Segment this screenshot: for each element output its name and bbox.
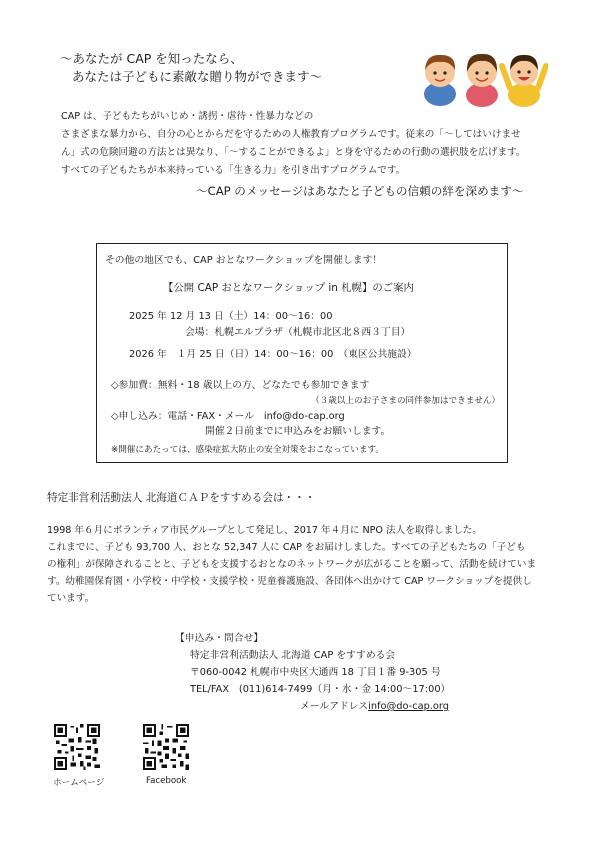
qr-code-icon[interactable] bbox=[54, 724, 100, 770]
intro-line-4: すべての子どもたちが本来持っている「生きる力」を引き出すプログラムです。 bbox=[61, 165, 406, 176]
session-2-date: 2026 年 １月 25 日（日）14：00～16：00 （東区公共施設） bbox=[129, 349, 417, 360]
contact-email-label: メールアドレス bbox=[300, 701, 369, 712]
org-line-3: の権利」が保障されることと、子どもを支援するおとなのネットワークが広がることを願って、活動を続けていま bbox=[47, 559, 537, 570]
contact-email-row bbox=[300, 698, 449, 712]
contact-tel: TEL/FAX (011)614-7499（月・水・金 14:00～17:00） bbox=[190, 684, 451, 695]
workshop-title: 【公開 CAP おとなワークショップ in 札幌】のご案内 bbox=[163, 282, 414, 294]
tagline-line-1: ～あなたが CAP を知ったなら、 bbox=[60, 51, 243, 66]
contact-address: 〒060-0042 札幌市中央区大通西 18 丁目１番 9-305 号 bbox=[190, 667, 441, 678]
intro-line-3: ん」式の危険回避の方法とは異なり、「～することができるよ」と身を守るための行動の選択肢を広げます。 bbox=[61, 147, 526, 158]
tagline-line-2: あなたは子どもに素敵な贈り物ができます～ bbox=[72, 69, 323, 84]
session-1-date: 2025 年 12 月 13 日（土）14：00～16：00 bbox=[129, 311, 333, 322]
cap-message: ～CAP のメッセージはあなたと子どもの信頼の絆を深めます～ bbox=[196, 184, 524, 198]
apply-info: ◇申し込み：電話・FAX・メール info@do-cap.org bbox=[111, 411, 345, 422]
safety-note: ※開催にあたっては、感染症拡大防止の安全対策をおこなっています。 bbox=[111, 445, 384, 455]
org-line-4: す。幼稚園保育園・小学校・中学校・支援学校・児童養護施設、各団体へ出かけて CAP ワークショップを提供し bbox=[47, 576, 532, 587]
fee-note: （３歳以上のお子さまの同伴参加はできません） bbox=[311, 396, 501, 406]
org-line-1: 1998 年６月にボランティア市民グループとして発足し、2017 年４月に NPO 法人を取得しました。 bbox=[47, 525, 482, 536]
org-line-2: これまでに、子ども 93,700 人、おとな 52,347 人に CAP をお届けしました。すべての子どもたちの「子ども bbox=[47, 542, 526, 553]
fee-info: ◇参加費：無料・18 歳以上の方、どなたでも参加できます bbox=[111, 380, 370, 391]
intro-line-2: さまざまな暴力から、自分の心とからだを守るための人権教育プログラムです。従来の「～してはいけませ bbox=[61, 129, 521, 140]
contact-email-link[interactable]: info@do-cap.org bbox=[368, 701, 449, 712]
homepage-label: ホームページ bbox=[53, 778, 105, 788]
intro-line-1: CAP は、子どもたちがいじめ・誘拐・虐待・性暴力などの bbox=[61, 111, 314, 122]
facebook-label: Facebook bbox=[146, 776, 187, 786]
org-heading: 特定非営利活動法人 北海道ＣＡＰをすすめる会は・・・ bbox=[47, 492, 316, 504]
qr-code-icon[interactable] bbox=[143, 724, 189, 770]
session-1-venue: 会場：札幌エルプラザ（札幌市北区北８西３丁目） bbox=[185, 327, 411, 338]
apply-deadline: 開催２日前までに申込みをお願いします。 bbox=[205, 426, 391, 437]
workshop-notice: その他の地区でも、CAP おとなワークショップを開催します！ bbox=[105, 255, 383, 266]
workshop-notice-box bbox=[96, 243, 508, 463]
contact-org-name: 特定非営利活動法人 北海道 CAP をすすめる会 bbox=[190, 650, 396, 661]
org-line-5: ています。 bbox=[47, 593, 95, 604]
three-children-icon bbox=[418, 48, 548, 108]
contact-heading: 【申込み・問合せ】 bbox=[175, 633, 264, 644]
